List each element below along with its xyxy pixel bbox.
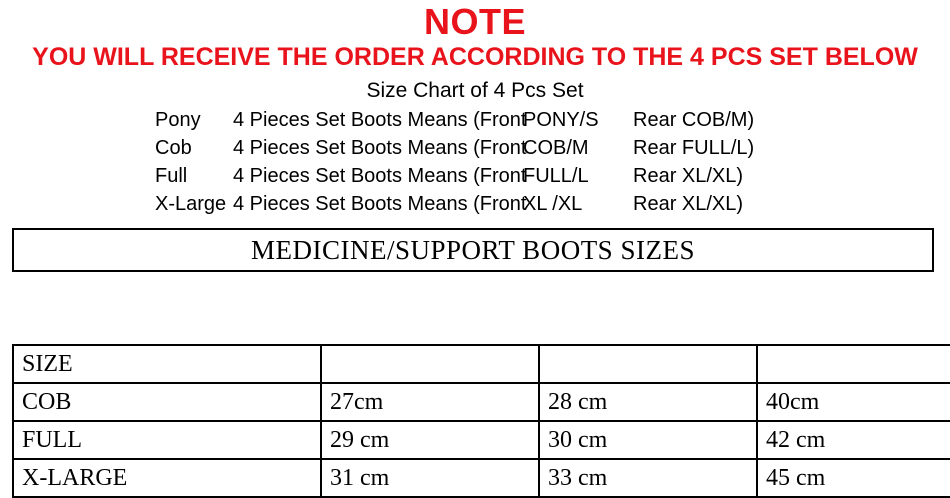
set-rear-size: Rear XL/XL) bbox=[633, 165, 744, 187]
set-description: 4 Pieces Set Boots Means (Front bbox=[233, 193, 527, 215]
table-cell: SIZE bbox=[13, 345, 321, 383]
table-cell: 33 cm bbox=[539, 459, 757, 497]
set-size-name: Full bbox=[155, 165, 188, 187]
set-front-size: PONY/S bbox=[523, 109, 599, 131]
table-cell: 31 cm bbox=[321, 459, 539, 497]
set-rear-size: Rear XL/XL) bbox=[633, 193, 744, 215]
table-cell: 27cm bbox=[321, 383, 539, 421]
set-chart-title: Size Chart of 4 Pcs Set bbox=[366, 79, 584, 102]
table-row bbox=[13, 459, 950, 497]
set-size-name: Cob bbox=[155, 137, 192, 159]
table-cell: X-LARGE bbox=[13, 459, 321, 497]
table-cell: 40cm bbox=[757, 383, 950, 421]
table-row bbox=[13, 421, 950, 459]
set-rear-size: Rear COB/M) bbox=[633, 109, 755, 131]
table-cell: 29 cm bbox=[321, 421, 539, 459]
note-subtitle: YOU WILL RECEIVE THE ORDER ACCORDING TO THE 4 PCS SET BELOW bbox=[32, 43, 918, 71]
set-description: 4 Pieces Set Boots Means (Front bbox=[233, 109, 527, 131]
table-row bbox=[13, 345, 950, 383]
table-cell bbox=[321, 345, 539, 383]
set-front-size: COB/M bbox=[523, 137, 589, 159]
table-cell bbox=[539, 345, 757, 383]
boots-sizes-banner bbox=[12, 228, 934, 272]
table-cell bbox=[757, 345, 950, 383]
table-cell: FULL bbox=[13, 421, 321, 459]
table-cell: 28 cm bbox=[539, 383, 757, 421]
set-chart-row bbox=[155, 106, 795, 134]
set-chart-row bbox=[155, 134, 795, 162]
set-chart-row bbox=[155, 162, 795, 190]
banner-text: MEDICINE/SUPPORT BOOTS SIZES bbox=[251, 234, 695, 265]
set-front-size: FULL/L bbox=[523, 165, 589, 187]
set-size-name: X-Large bbox=[155, 193, 227, 215]
set-description: 4 Pieces Set Boots Means (Front bbox=[233, 165, 527, 187]
set-chart-row bbox=[155, 190, 795, 218]
table-cell: COB bbox=[13, 383, 321, 421]
set-front-size: XL /XL bbox=[523, 193, 583, 215]
table-cell: 45 cm bbox=[757, 459, 950, 497]
set-chart-list bbox=[155, 106, 795, 218]
table-row bbox=[13, 383, 950, 421]
note-title: NOTE bbox=[423, 1, 526, 42]
set-size-name: Pony bbox=[155, 109, 201, 131]
set-rear-size: Rear FULL/L) bbox=[633, 137, 755, 159]
size-table bbox=[12, 344, 950, 498]
table-cell: 30 cm bbox=[539, 421, 757, 459]
set-description: 4 Pieces Set Boots Means (Front bbox=[233, 137, 527, 159]
table-cell: 42 cm bbox=[757, 421, 950, 459]
